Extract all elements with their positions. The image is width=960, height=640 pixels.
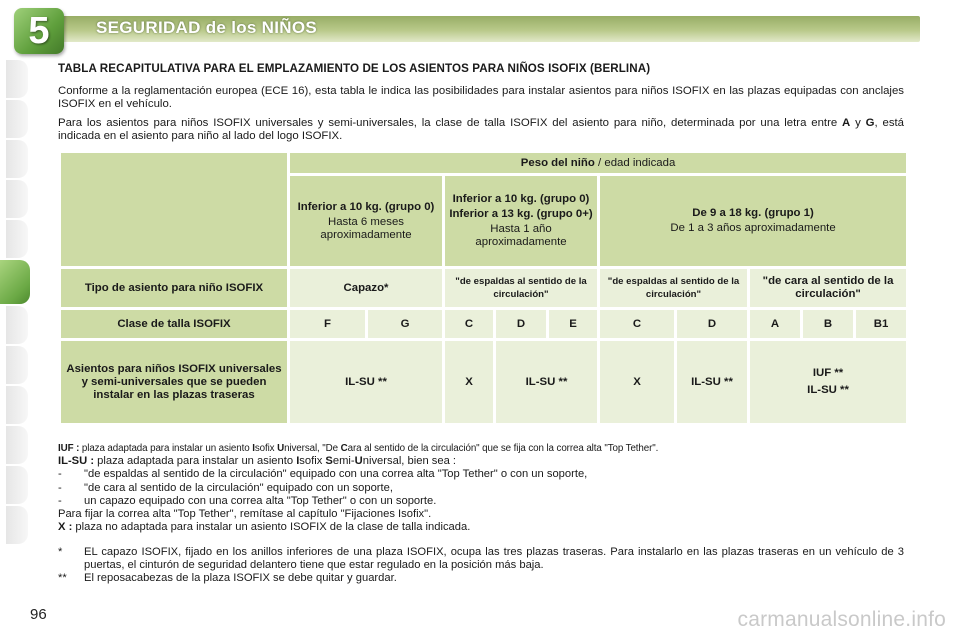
size-class-cell: D bbox=[496, 310, 546, 338]
group-1-age: De 1 a 3 años aproximadamente bbox=[670, 222, 836, 234]
footnote-mark: ** bbox=[58, 572, 67, 585]
chapter-tab[interactable] bbox=[6, 306, 28, 344]
chapter-tab[interactable] bbox=[6, 220, 28, 258]
seat-de-group0-value: IL-SU ** bbox=[496, 341, 597, 423]
ilsu-note bbox=[58, 455, 908, 468]
bullet-dash: - bbox=[58, 468, 62, 481]
footnote-text: El reposacabezas de la plaza ISOFIX se debe quitar y guardar. bbox=[84, 572, 397, 585]
iuf-text: plaza adaptada para instalar un asiento bbox=[79, 443, 253, 454]
section-title: TABLA RECAPITULATIVA PARA EL EMPLAZAMIENTO DE LOS ASIENTOS PARA NIÑOS ISOFIX (BERLINA) bbox=[58, 62, 651, 75]
footnote-mark: * bbox=[58, 546, 63, 558]
iuf-text: ara al sentido de la circulación" que se fija con la correa alta "Top Tether". bbox=[347, 443, 659, 454]
seat-c-group1-value: X bbox=[600, 341, 674, 423]
size-class-cell: A bbox=[750, 310, 800, 338]
group-1-header bbox=[600, 176, 906, 266]
group-0-age: Hasta 6 meses aproximadamente bbox=[320, 215, 412, 241]
ilsu-bullet bbox=[58, 495, 908, 508]
group-0-plus-title: Inferior a 13 kg. (grupo 0+) bbox=[449, 208, 593, 220]
bullet-text: "de cara al sentido de la circulación" equipado con un soporte, bbox=[84, 481, 393, 494]
seat-c-group0-value: X bbox=[445, 341, 493, 423]
weight-header-bold: Peso del niño bbox=[520, 156, 595, 169]
group-0-header bbox=[290, 176, 442, 266]
chapter-side-tabs bbox=[0, 60, 36, 546]
section-intro bbox=[58, 62, 904, 149]
ilsu-text: sofix bbox=[299, 455, 326, 468]
table-corner-cell bbox=[61, 153, 287, 266]
ilsu-text: plaza adaptada para instalar un asiento bbox=[94, 455, 297, 468]
iuf-label: IUF : bbox=[58, 443, 80, 454]
chapter-tab-active[interactable] bbox=[0, 260, 30, 304]
class-letter-a: A bbox=[842, 116, 851, 129]
bullet-dash: - bbox=[58, 481, 62, 494]
chapter-tab[interactable] bbox=[6, 180, 28, 218]
class-letter-g: G bbox=[865, 116, 875, 129]
x-label: X : bbox=[58, 521, 73, 534]
size-class-cell: G bbox=[368, 310, 442, 338]
seat-type-rear-facing-1: "de espaldas al sentido de la circulación" bbox=[600, 269, 747, 307]
group-0-title-b: Inferior a 10 kg. (grupo 0) bbox=[452, 193, 590, 205]
chapter-tab[interactable] bbox=[6, 466, 28, 504]
seat-type-label: Tipo de asiento para niño ISOFIX bbox=[61, 269, 287, 307]
size-class-cell: C bbox=[445, 310, 493, 338]
watermark: carmanualsonline.info bbox=[737, 608, 946, 631]
intro-paragraph-1: Conforme a la reglamentación europea (ECE 16), esta tabla le indica las posibilidades para instalar asientos para niños ISOFIX en las plazas equipadas con anclajes ISOFIX en el vehículo. bbox=[58, 85, 904, 111]
footnote-text: EL capazo ISOFIX, fijado en los anillos inferiores de una plaza ISOFIX, ocupa las tres plazas traseras. Para instalarlo en las plazas traseras en un vehículo de 3 puertas, el cinturón de seguridad delantero tiene que estar regulado en la posición más baja. bbox=[84, 546, 904, 572]
intro-paragraph-2-text: y bbox=[850, 116, 866, 129]
size-class-cell: B bbox=[803, 310, 853, 338]
group-0-plus-header bbox=[445, 176, 597, 266]
ilsu-text: emi- bbox=[332, 455, 355, 468]
chapter-number-badge: 5 bbox=[14, 8, 64, 54]
size-class-cell: D bbox=[677, 310, 747, 338]
intro-paragraph-2-text: Para los asientos para niños ISOFIX universales y semi-universales, la clase de talla ISOFIX del asiento para niño, determinada por una letra entre bbox=[58, 116, 843, 129]
ilsu-letter: S bbox=[325, 455, 333, 468]
size-class-cell: F bbox=[290, 310, 365, 338]
x-text: plaza no adaptada para instalar un asiento ISOFIX de la clase de talla indicada. bbox=[72, 521, 471, 534]
seat-type-capazo: Capazo* bbox=[290, 269, 442, 307]
ilsu-bullet bbox=[58, 468, 908, 481]
ilsu-label: IL-SU : bbox=[58, 455, 95, 468]
iuf-letter: C bbox=[340, 443, 348, 454]
seats-row-label: Asientos para niños ISOFIX universales y semi-universales que se pueden instalar en las plazas traseras bbox=[61, 341, 287, 423]
chapter-tab[interactable] bbox=[6, 506, 28, 544]
chapter-tab[interactable] bbox=[6, 426, 28, 464]
x-note bbox=[58, 521, 908, 534]
intro-paragraph-2 bbox=[58, 117, 904, 144]
seat-forward-ilsu: IL-SU ** bbox=[807, 384, 849, 396]
group-0-plus-age: Hasta 1 año aproximadamente bbox=[475, 223, 567, 248]
isofix-table bbox=[58, 150, 909, 426]
seat-forward-value bbox=[750, 341, 906, 423]
group-1-title: De 9 a 18 kg. (grupo 1) bbox=[692, 207, 814, 219]
footnote-star bbox=[58, 546, 904, 572]
intro-paragraph-2-text: , está indicada en el asiento para niño al lado del logo ISOFIX. bbox=[58, 116, 905, 143]
ilsu-letter: I bbox=[296, 455, 300, 468]
size-class-label: Clase de talla ISOFIX bbox=[61, 310, 287, 338]
ilsu-letter: U bbox=[354, 455, 363, 468]
bullet-dash: - bbox=[58, 494, 62, 507]
iuf-text: niversal, "De bbox=[284, 443, 341, 454]
ilsu-bullet bbox=[58, 482, 908, 495]
page-number: 96 bbox=[30, 606, 47, 623]
weight-header-rest: / edad indicada bbox=[594, 156, 676, 169]
size-class-cell: B1 bbox=[856, 310, 906, 338]
chapter-tab[interactable] bbox=[6, 140, 28, 178]
chapter-tab[interactable] bbox=[6, 346, 28, 384]
weight-header bbox=[290, 153, 906, 173]
seat-forward-iuf: IUF ** bbox=[812, 367, 844, 379]
tether-note: Para fijar la correa alta "Top Tether", remítase al capítulo "Fijaciones Isofix". bbox=[58, 508, 432, 521]
chapter-tab[interactable] bbox=[6, 100, 28, 138]
iuf-note bbox=[58, 442, 908, 455]
group-0-title: Inferior a 10 kg. (grupo 0) bbox=[297, 200, 435, 213]
chapter-tab[interactable] bbox=[6, 60, 28, 98]
chapter-tab[interactable] bbox=[6, 386, 28, 424]
seat-capazo-value: IL-SU ** bbox=[290, 341, 442, 423]
ilsu-text: niversal, bien sea : bbox=[362, 455, 457, 468]
size-class-cell: E bbox=[549, 310, 597, 338]
iuf-letter: U bbox=[277, 443, 285, 454]
footnotes bbox=[58, 546, 904, 586]
bullet-text: un capazo equipado con una correa alta "Top Tether" o con un soporte. bbox=[84, 494, 437, 507]
iuf-letter: I bbox=[252, 443, 255, 454]
bullet-text: "de espaldas al sentido de la circulación" equipado con una correa alta "Top Tether" o con un soporte, bbox=[84, 468, 588, 481]
footnote-double-star bbox=[58, 572, 904, 585]
seat-type-forward-facing: "de cara al sentido de la circulación" bbox=[750, 269, 906, 307]
legend-notes bbox=[58, 442, 908, 534]
iuf-text: sofix bbox=[254, 443, 278, 454]
seat-type-rear-facing-0: "de espaldas al sentido de la circulación" bbox=[445, 269, 597, 307]
page-title: SEGURIDAD de los NIÑOS bbox=[96, 18, 318, 37]
seat-d-group1-value: IL-SU ** bbox=[677, 341, 747, 423]
size-class-cell: C bbox=[600, 310, 674, 338]
